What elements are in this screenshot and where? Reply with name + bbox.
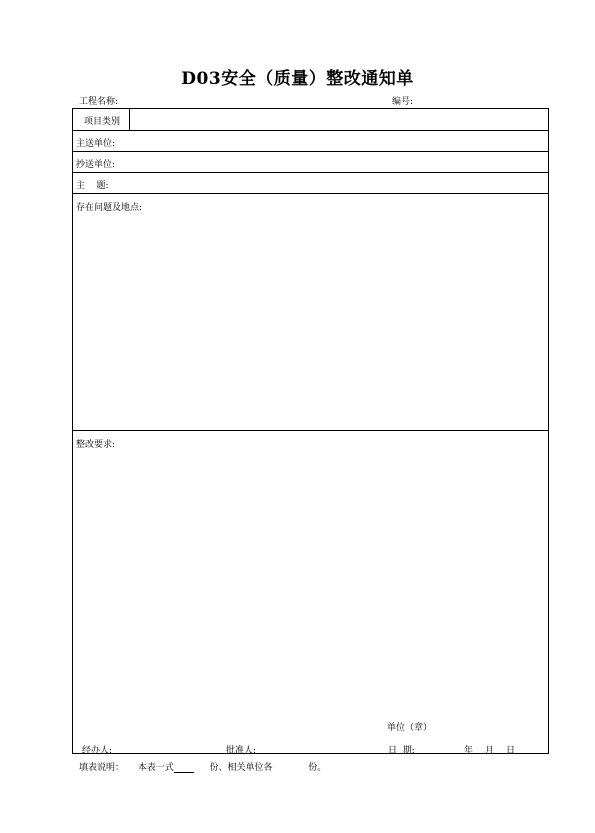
copies-text-3: 份。 — [308, 763, 327, 773]
table-border-bottom — [72, 753, 549, 754]
approver-label: 批准人: — [226, 746, 257, 756]
unit-seal-label: 单位（章） — [387, 723, 433, 733]
fill-instructions — [79, 760, 326, 773]
copies-text-1: 本表一式 — [137, 763, 174, 773]
row-divider — [72, 151, 549, 152]
issues-label: 存在问题及地点: — [76, 203, 143, 213]
row-divider — [72, 172, 549, 173]
cc-unit-label: 抄送单位: — [76, 160, 116, 170]
category-divider — [129, 108, 130, 130]
table-border-top — [72, 108, 549, 109]
note-label: 填表说明： — [79, 763, 125, 773]
project-category-label: 项目类别 — [84, 117, 121, 127]
copies-text-2: 份、相关单位各 — [209, 763, 273, 773]
month-label: 月 — [485, 746, 495, 756]
row-divider — [72, 193, 549, 194]
subject-label: 主 题: — [76, 181, 109, 191]
year-label: 年 — [464, 746, 474, 756]
page-title: D03安全（质量）整改通知单 — [181, 69, 414, 89]
number-label: 编号: — [392, 97, 414, 107]
handler-label: 经办人: — [82, 746, 113, 756]
project-name-label: 工程名称: — [79, 97, 119, 107]
copies-blank — [174, 763, 194, 773]
row-divider — [72, 430, 549, 431]
day-label: 日 — [506, 746, 516, 756]
row-divider — [72, 130, 549, 131]
date-label: 日 期: — [388, 746, 415, 756]
main-unit-label: 主送单位: — [76, 139, 116, 149]
requirements-label: 整改要求: — [76, 440, 116, 450]
